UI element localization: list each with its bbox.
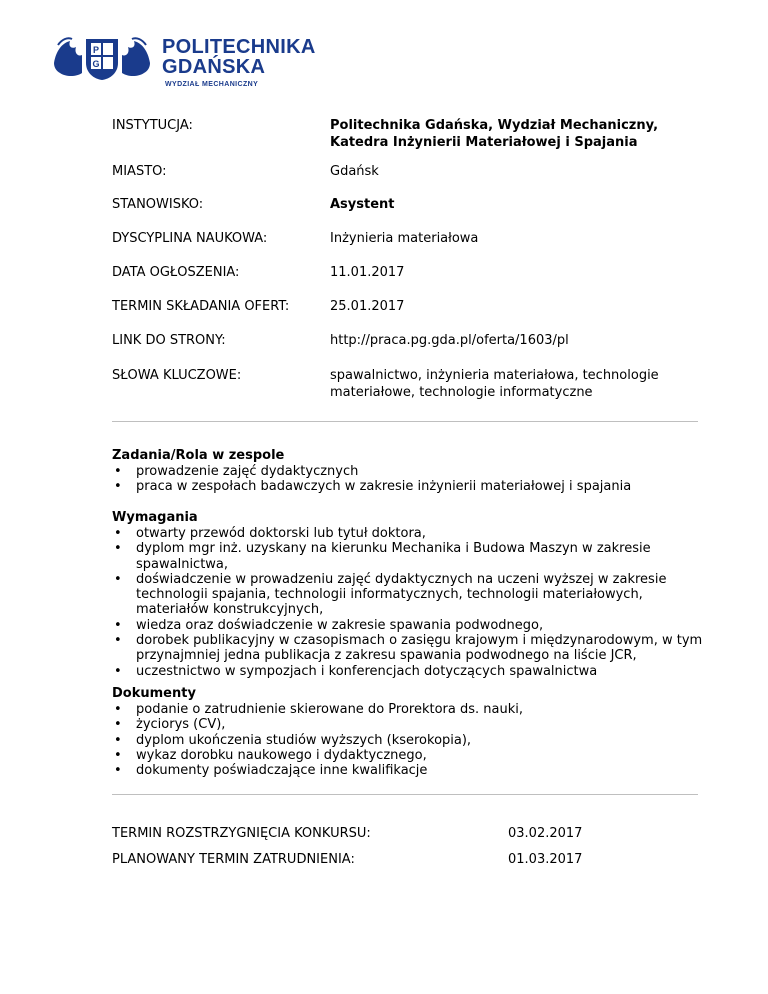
info-label-keywords: SŁOWA KLUCZOWE: — [112, 368, 242, 383]
info-value-deadline: 25.01.2017 — [330, 299, 405, 314]
logo-title-line1: POLITECHNIKA — [162, 36, 316, 58]
documents-section — [112, 685, 712, 778]
info-value-link[interactable]: http://praca.pg.gda.pl/oferta/1603/pl — [330, 333, 569, 348]
info-label-announcement-date: DATA OGŁOSZENIA: — [112, 265, 240, 280]
list-item: • dokumenty poświadczające inne kwalifikacje — [112, 763, 712, 778]
university-logo — [52, 33, 322, 93]
employment-date-value: 01.03.2017 — [508, 852, 583, 867]
tasks-list — [112, 464, 712, 495]
divider — [112, 421, 698, 422]
divider — [112, 794, 698, 795]
info-value-institution: Politechnika Gdańska, Wydział Mechaniczny, Katedra Inżynierii Materiałowej i Spajania — [330, 118, 659, 150]
info-label-discipline: DYSCYPLINA NAUKOWA: — [112, 231, 268, 246]
list-item: • praca w zespołach badawczych w zakresie inżynierii materiałowej i spajania — [112, 479, 712, 494]
list-item: • uczestnictwo w sympozjach i konferencjach dotyczących spawalnictwa — [112, 664, 712, 679]
info-label-city: MIASTO: — [112, 164, 167, 179]
tasks-section — [112, 447, 712, 495]
documents-heading: Dokumenty — [112, 686, 196, 701]
logo-faculty: WYDZIAŁ MECHANICZNY — [165, 81, 259, 88]
requirements-list — [112, 526, 712, 679]
requirements-section — [112, 509, 712, 679]
list-item: • otwarty przewód doktorski lub tytuł doktora, — [112, 526, 712, 541]
info-value-announcement-date: 11.01.2017 — [330, 265, 405, 280]
list-item: • dyplom mgr inż. uzyskany na kierunku Mechanika i Budowa Maszyn w zakresie spawalnictwa, — [112, 541, 712, 572]
info-value-position: Asystent — [330, 197, 395, 212]
list-item: • dorobek publikacyjny w czasopismach o zasięgu krajowym i międzynarodowym, w tym przynajmniej jedna publikacja z zakresu spawania podwodnego na liście JCR, — [112, 633, 712, 664]
info-value-discipline: Inżynieria materiałowa — [330, 231, 479, 246]
university-emblem-icon — [52, 33, 152, 81]
tasks-heading: Zadania/Rola w zespole — [112, 448, 285, 463]
resolution-date-value: 03.02.2017 — [508, 826, 583, 841]
requirements-heading: Wymagania — [112, 510, 198, 525]
info-label-deadline: TERMIN SKŁADANIA OFERT: — [112, 299, 290, 314]
info-label-position: STANOWISKO: — [112, 197, 204, 212]
documents-list — [112, 702, 712, 778]
emblem-letter-p: P — [92, 45, 100, 55]
list-item: • życiorys (CV), — [112, 717, 712, 732]
info-value-keywords: spawalnictwo, inżynieria materiałowa, technologie materiałowe, technologie informatyczne — [330, 368, 659, 400]
info-label-institution: INSTYTUCJA: — [112, 118, 193, 133]
logo-title-line2: GDAŃSKA — [162, 56, 266, 78]
list-item: • podanie o zatrudnienie skierowane do Prorektora ds. nauki, — [112, 702, 712, 717]
emblem-letter-g: G — [92, 59, 100, 69]
employment-date-label: PLANOWANY TERMIN ZATRUDNIENIA: — [112, 852, 355, 867]
list-item: • dyplom ukończenia studiów wyższych (kserokopia), — [112, 733, 712, 748]
list-item: • wykaz dorobku naukowego i dydaktycznego, — [112, 748, 712, 763]
info-value-city: Gdańsk — [330, 164, 379, 179]
list-item: • wiedza oraz doświadczenie w zakresie spawania podwodnego, — [112, 618, 712, 633]
list-item: • doświadczenie w prowadzeniu zajęć dydaktycznych na uczeni wyższej w zakresie technologii spajania, technologii informatycznych, technologii materiałowych, materiałów konstrukcyjnych, — [112, 572, 712, 618]
resolution-date-label: TERMIN ROZSTRZYGNIĘCIA KONKURSU: — [112, 826, 371, 841]
info-label-link: LINK DO STRONY: — [112, 333, 226, 348]
list-item: • prowadzenie zajęć dydaktycznych — [112, 464, 712, 479]
